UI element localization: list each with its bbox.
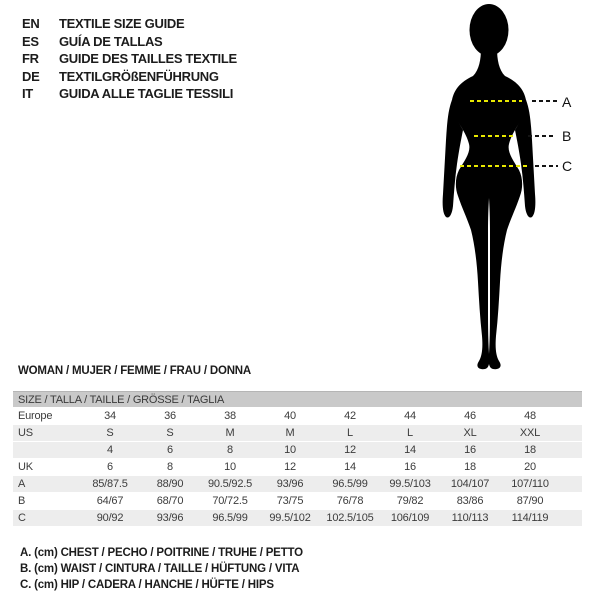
row-label: A <box>13 476 80 493</box>
hip-measure-dash <box>460 165 528 167</box>
lang-row-fr <box>22 50 237 68</box>
lang-code: EN <box>22 16 40 31</box>
size-value-cell: 73/75 <box>276 495 304 507</box>
size-value-cell: 114/119 <box>500 510 560 527</box>
size-value-cell: 93/96 <box>260 476 320 493</box>
size-table-row <box>13 408 582 425</box>
size-value-cell: 96.5/99 <box>200 510 260 527</box>
lang-row-it <box>22 85 237 103</box>
size-value-cell: 68/70 <box>156 495 184 507</box>
lang-code: ES <box>22 33 39 49</box>
size-value-cell: 10 <box>260 442 320 459</box>
size-value-cell: S <box>80 425 140 442</box>
size-value-cell: 38 <box>224 410 236 422</box>
size-table-row <box>13 442 582 459</box>
size-value-cell: 44 <box>404 410 416 422</box>
row-label: Europe <box>18 410 53 422</box>
lang-code: IT <box>22 86 33 101</box>
chest-measure-dash <box>470 100 522 102</box>
marker-letter-c: C <box>562 158 573 174</box>
size-value-cell: 83/86 <box>456 495 484 507</box>
size-value-cell: M <box>260 425 320 442</box>
chest-leader-dash <box>532 100 558 102</box>
size-value-cell: 99.5/103 <box>380 476 440 493</box>
size-value-cell: 99.5/102 <box>260 510 320 527</box>
lang-code: FR <box>22 51 39 66</box>
size-value-cell: M <box>200 425 260 442</box>
silhouette-body <box>451 48 526 369</box>
size-value-cell: 12 <box>284 461 296 473</box>
size-value-cell: 4 <box>80 442 140 459</box>
size-value-cell: 90.5/92.5 <box>200 476 260 493</box>
size-table-row <box>13 425 582 442</box>
size-value-cell: L <box>380 425 440 442</box>
size-table-row <box>13 459 582 476</box>
waist-measure-dash <box>474 135 514 137</box>
size-value-cell: 8 <box>200 442 260 459</box>
measurement-legend <box>20 545 303 594</box>
size-value-cell: 110/113 <box>440 510 500 527</box>
spacer-cell <box>560 476 582 493</box>
size-table-header: SIZE / TALLA / TAILLE / GRÖSSE / TAGLIA <box>13 392 582 408</box>
size-value-cell: 36 <box>164 410 176 422</box>
lang-row-es <box>22 33 237 51</box>
size-value-cell: 107/110 <box>500 476 560 493</box>
size-value-cell: 93/96 <box>140 510 200 527</box>
size-value-cell: 6 <box>140 442 200 459</box>
size-value-cell: 14 <box>344 461 356 473</box>
size-value-cell: L <box>320 425 380 442</box>
row-label: C <box>13 510 80 527</box>
size-value-cell: XXL <box>500 425 560 442</box>
size-value-cell: 18 <box>464 461 476 473</box>
legend-line-chest: A. (cm) CHEST / PECHO / POITRINE / TRUHE / PETTO <box>20 547 303 559</box>
size-value-cell: 102.5/105 <box>320 510 380 527</box>
spacer-cell <box>560 493 582 510</box>
legend-line-waist: B. (cm) WAIST / CINTURA / TAILLE / HÜFTUNG / VITA <box>20 563 300 576</box>
size-value-cell: XL <box>440 425 500 442</box>
size-value-cell: 87/90 <box>516 495 544 507</box>
size-value-cell: S <box>140 425 200 442</box>
size-value-cell: 46 <box>464 410 476 422</box>
size-value-cell: 106/109 <box>380 510 440 527</box>
language-list <box>22 15 237 103</box>
waist-leader-dash <box>528 135 556 137</box>
size-value-cell: 16 <box>440 442 500 459</box>
size-value-cell: 16 <box>404 461 416 473</box>
size-value-cell: 18 <box>500 442 560 459</box>
size-table-row <box>13 510 582 527</box>
size-value-cell: 6 <box>107 461 113 473</box>
woman-silhouette-figure <box>413 2 565 370</box>
marker-letter-b: B <box>562 128 572 144</box>
size-value-cell: 70/72.5 <box>212 495 248 507</box>
size-value-cell: 10 <box>224 461 236 473</box>
row-label <box>13 442 80 459</box>
size-value-cell: 96.5/99 <box>320 476 380 493</box>
size-value-cell: 12 <box>320 442 380 459</box>
marker-letter-a: A <box>562 94 572 110</box>
size-value-cell: 64/67 <box>96 495 124 507</box>
lang-label: TEXTILGRÖßENFÜHRUNG <box>59 68 219 84</box>
size-value-cell: 14 <box>380 442 440 459</box>
size-value-cell: 34 <box>104 410 116 422</box>
lang-code: DE <box>22 68 40 84</box>
size-table-header-row <box>13 392 582 408</box>
size-value-cell: 85/87.5 <box>80 476 140 493</box>
size-table-row <box>13 476 582 493</box>
lang-row-en <box>22 15 237 33</box>
row-label: US <box>13 425 80 442</box>
size-value-cell: 8 <box>167 461 173 473</box>
size-value-cell: 20 <box>524 461 536 473</box>
legend-line-hip: C. (cm) HIP / CADERA / HANCHE / HÜFTE / HIPS <box>20 579 274 592</box>
size-value-cell: 104/107 <box>440 476 500 493</box>
spacer-cell <box>560 425 582 442</box>
size-value-cell: 88/90 <box>140 476 200 493</box>
spacer-cell <box>560 408 582 425</box>
size-value-cell: 76/78 <box>336 495 364 507</box>
spacer-cell <box>560 510 582 527</box>
row-label: B <box>18 495 26 507</box>
hip-leader-dash <box>535 165 558 167</box>
lang-label: TEXTILE SIZE GUIDE <box>59 16 185 31</box>
size-value-cell: 40 <box>284 410 296 422</box>
spacer-cell <box>560 459 582 476</box>
size-table <box>13 391 582 527</box>
lang-label: GUIDA ALLE TAGLIE TESSILI <box>59 86 234 101</box>
lang-label: GUIDE DES TAILLES TEXTILE <box>59 51 237 66</box>
size-value-cell: 79/82 <box>396 495 424 507</box>
spacer-cell <box>560 442 582 459</box>
row-label: UK <box>18 461 33 473</box>
lang-label: GUÍA DE TALLAS <box>59 33 163 49</box>
size-value-cell: 48 <box>524 410 536 422</box>
table-group-title: WOMAN / MUJER / FEMME / FRAU / DONNA <box>18 365 252 377</box>
size-table-row <box>13 493 582 510</box>
lang-row-de <box>22 68 237 86</box>
size-value-cell: 42 <box>344 410 356 422</box>
size-value-cell: 90/92 <box>80 510 140 527</box>
